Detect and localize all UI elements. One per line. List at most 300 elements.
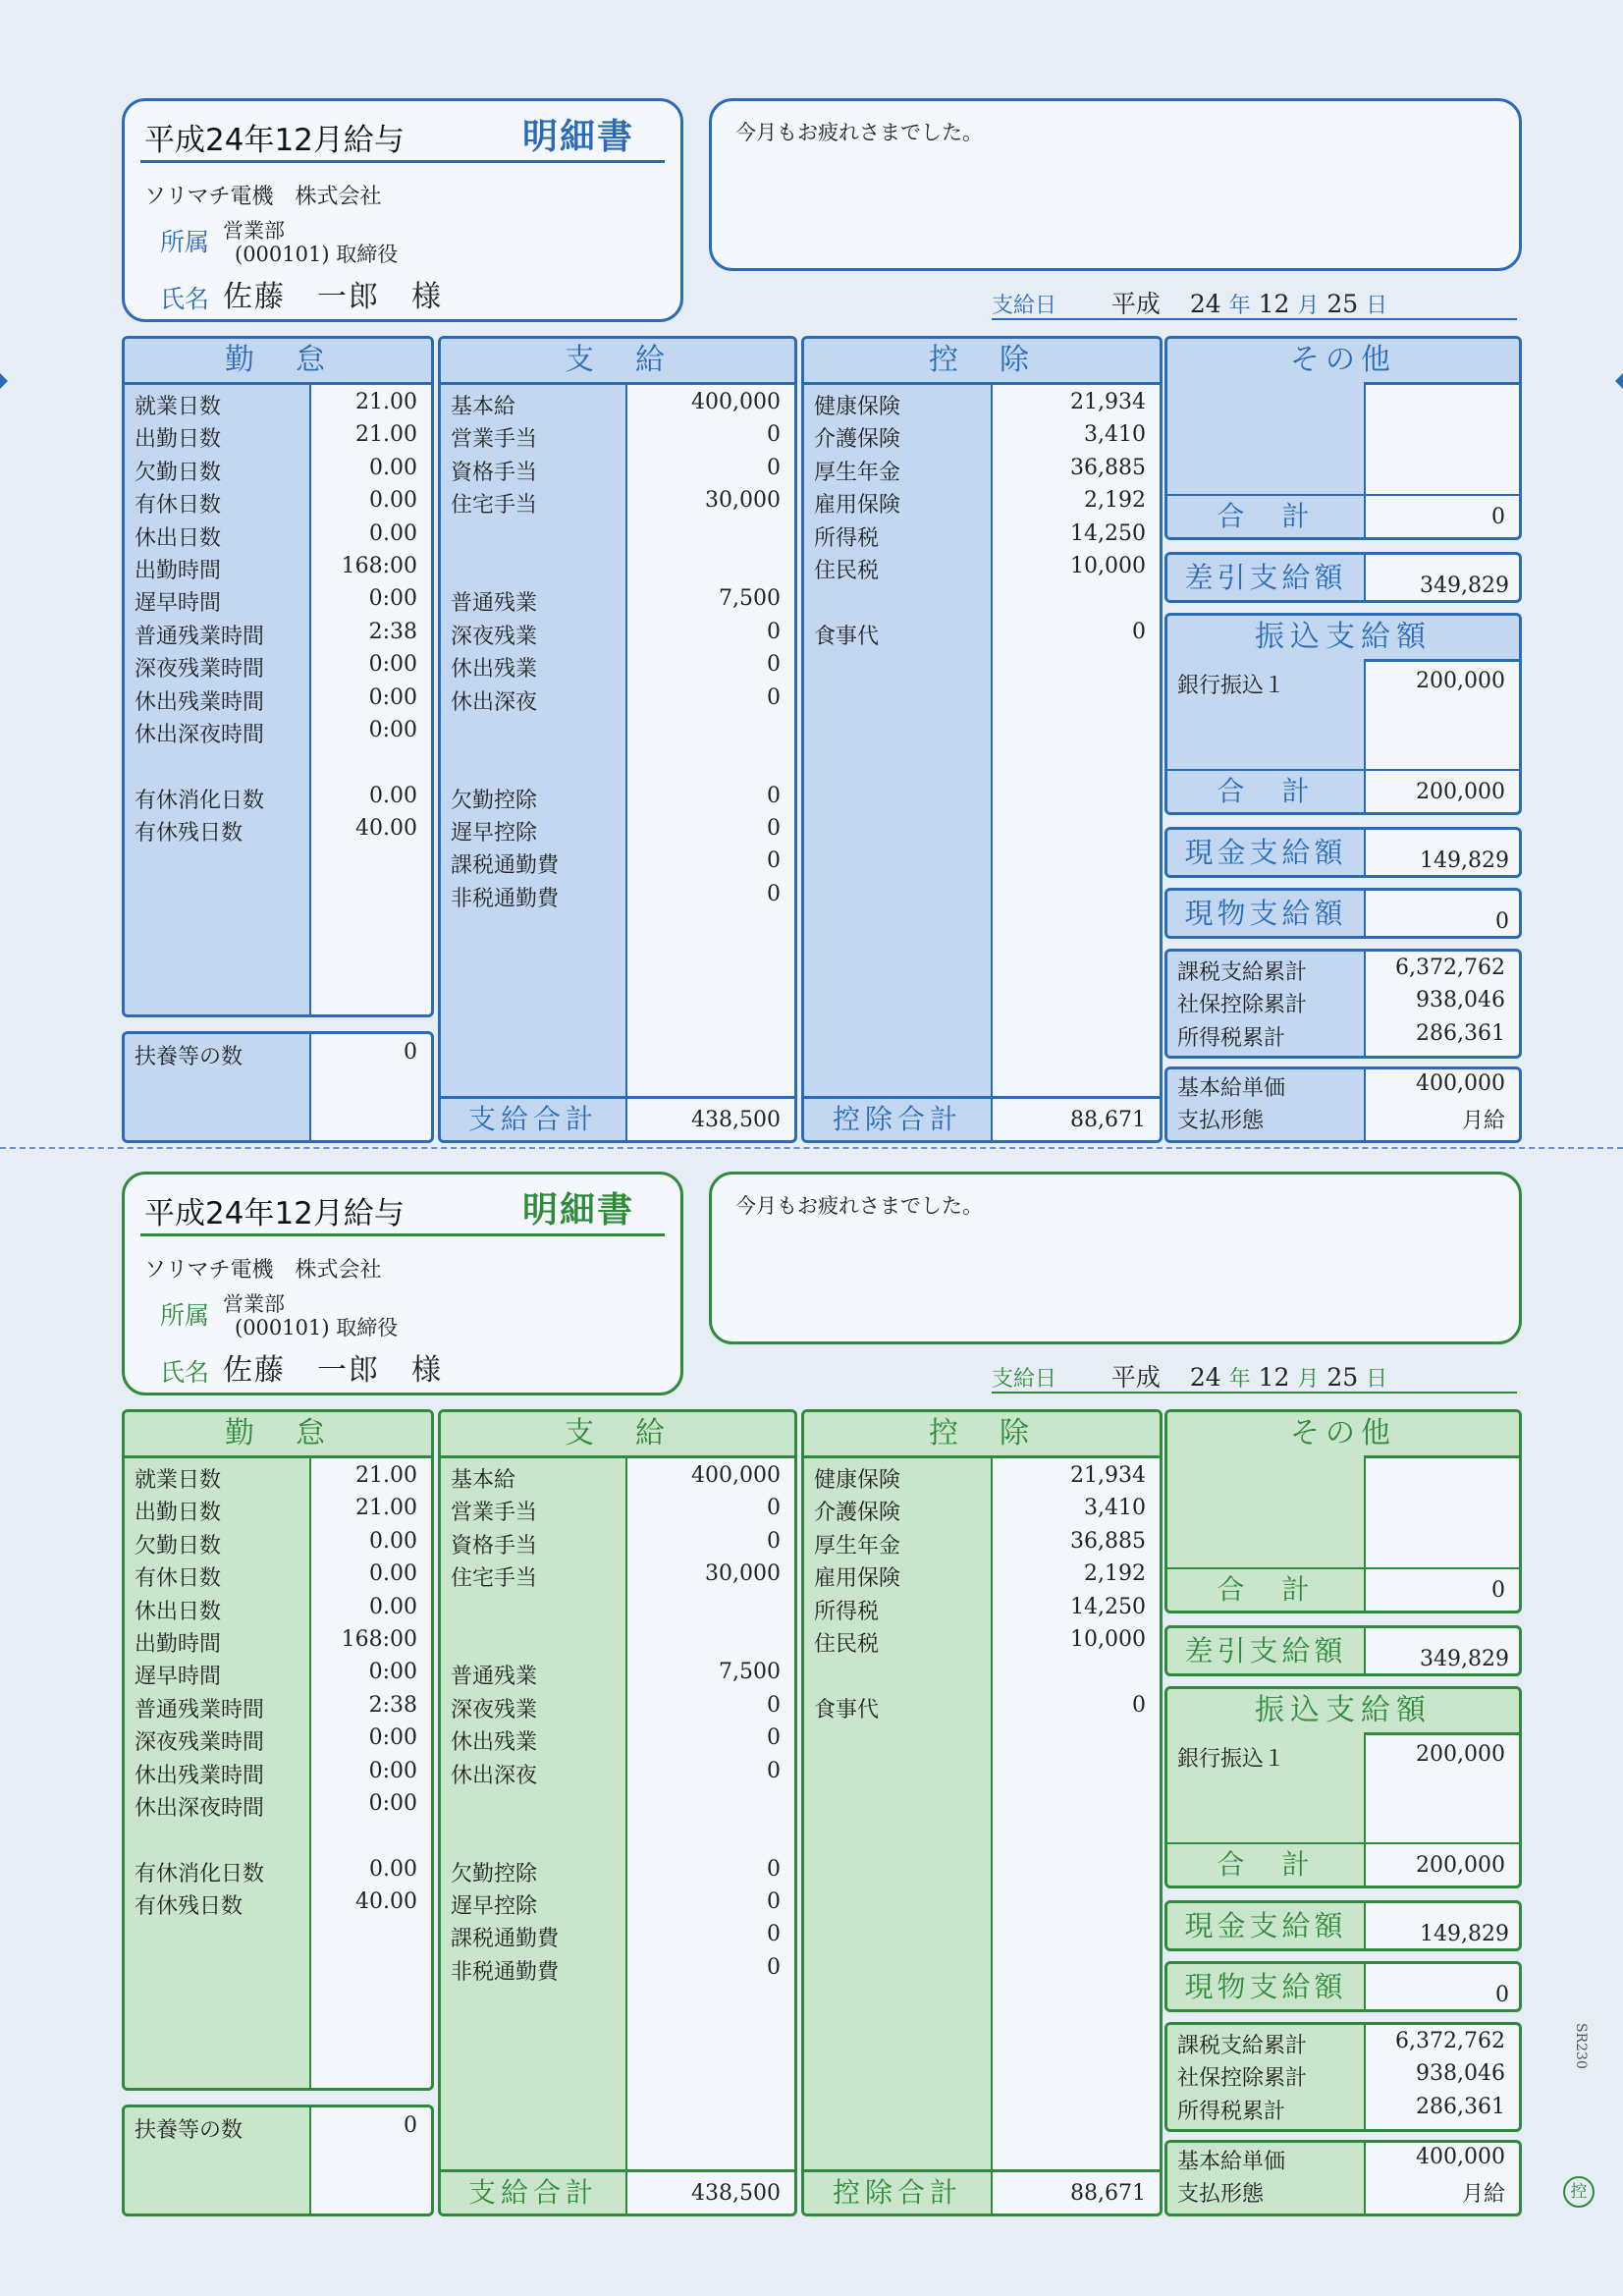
row-value: 2:38 <box>368 619 417 644</box>
row-value: 0.00 <box>369 455 417 480</box>
table-row <box>1167 1071 1519 1104</box>
row-label: 基本給単価 <box>1177 1076 1286 1101</box>
row-value: 21.00 <box>355 1463 417 1488</box>
employee-name: 佐藤 一郎 様 <box>223 280 443 314</box>
row-label: 課税支給累計 <box>1177 960 1308 985</box>
copy-mark: 控 <box>1563 2176 1595 2208</box>
affiliation-label: 所属 <box>160 1301 210 1330</box>
payments-total-row <box>441 1096 794 1140</box>
table-row <box>1167 988 1519 1020</box>
row-label: 雇用保険 <box>814 493 901 519</box>
dependents-panel <box>122 1031 434 1143</box>
row-value: 0:00 <box>368 1790 417 1816</box>
dependents-label: 扶養等の数 <box>135 1045 243 1069</box>
table-row <box>804 1660 1160 1692</box>
table-row <box>441 521 794 554</box>
row-label: 課税通勤費 <box>451 853 560 879</box>
payday-month-unit: 月 <box>1297 294 1320 318</box>
row-label: 所得税 <box>814 525 880 551</box>
row-label: 休出深夜 <box>451 689 538 715</box>
row-value: 2,192 <box>1084 488 1146 514</box>
table-row <box>441 1529 794 1561</box>
row-label: 休出日数 <box>135 1599 222 1624</box>
table-row <box>441 1627 794 1660</box>
row-label: 深夜残業 <box>451 624 538 649</box>
deductions-header: 控 除 <box>804 1412 1160 1458</box>
table-row <box>441 784 794 816</box>
table-row <box>1167 1104 1519 1136</box>
message-text: 今月もお疲れさまでした。 <box>735 121 983 144</box>
row-value: 36,885 <box>1070 1528 1146 1554</box>
table-row <box>441 848 794 881</box>
row-value: 3,410 <box>1084 1496 1146 1521</box>
edge-mark-left <box>0 373 8 389</box>
row-label: 深夜残業 <box>451 1697 538 1722</box>
row-label: 休出残業 <box>451 1730 538 1756</box>
table-row <box>441 1496 794 1528</box>
row-label: 休出日数 <box>135 525 222 551</box>
dependents-value: 0 <box>404 1040 417 1065</box>
table-row <box>441 554 794 586</box>
row-label: 休出残業時間 <box>135 689 265 715</box>
row-value: 7,500 <box>719 586 781 612</box>
table-row <box>125 718 431 750</box>
deductions-total-row <box>804 1096 1160 1140</box>
table-row <box>1167 2061 1519 2094</box>
affiliation-label: 所属 <box>160 228 210 256</box>
transfer-item-label: 銀行振込１ <box>1177 1747 1286 1772</box>
other-header: その他 <box>1167 1412 1519 1458</box>
row-value: 0:00 <box>368 1660 417 1685</box>
row-label: 出勤日数 <box>135 1501 222 1526</box>
table-row <box>441 488 794 520</box>
row-label: 遅早時間 <box>135 1665 222 1690</box>
row-label: 非税通勤費 <box>451 1959 560 1985</box>
cash-pay-value: 149,829 <box>1420 1922 1509 1946</box>
other-total-value: 0 <box>1491 505 1505 529</box>
row-label: 健康保険 <box>814 395 901 419</box>
net-pay-label: 差引支給額 <box>1167 1628 1366 1673</box>
table-row <box>441 816 794 848</box>
row-value: 0 <box>767 1954 781 1980</box>
cash-pay-box <box>1164 827 1522 878</box>
row-value: 0 <box>767 848 781 874</box>
table-row <box>441 1463 794 1496</box>
row-value: 21.00 <box>355 1496 417 1521</box>
row-label: 有休日数 <box>135 1566 222 1592</box>
table-row <box>125 1595 431 1627</box>
header-box <box>122 98 683 322</box>
row-value: 0:00 <box>368 717 417 742</box>
in-kind-label: 現物支給額 <box>1167 891 1366 936</box>
row-value: 10,000 <box>1070 1626 1146 1652</box>
row-value: 36,885 <box>1070 455 1146 480</box>
row-label: 就業日数 <box>135 1468 222 1493</box>
table-row <box>125 1529 431 1561</box>
row-label: 欠勤控除 <box>451 1861 538 1886</box>
payday-era: 平成 <box>1110 1363 1161 1392</box>
payday-label: 支給日 <box>992 1367 1057 1392</box>
table-row <box>125 1889 431 1922</box>
row-label: 営業手当 <box>451 1501 538 1526</box>
row-value: 0 <box>767 816 781 842</box>
other-total-label: 合 計 <box>1217 1573 1315 1606</box>
payday-day-unit: 日 <box>1366 1367 1388 1392</box>
payday-month-unit: 月 <box>1297 1367 1320 1392</box>
row-label: 所得税累計 <box>1177 2099 1286 2124</box>
row-value: 21,934 <box>1070 1463 1146 1488</box>
table-row <box>125 1463 431 1496</box>
base-panel <box>1164 2140 1522 2216</box>
deductions-total-value: 88,671 <box>1070 1108 1146 1132</box>
row-value: 0 <box>767 652 781 678</box>
table-row <box>441 685 794 718</box>
payday-day-unit: 日 <box>1366 294 1388 318</box>
table-row <box>441 422 794 455</box>
slip-title-label: 明細書 <box>522 117 635 157</box>
row-label: 休出残業 <box>451 657 538 683</box>
row-value: 0 <box>767 1758 781 1783</box>
row-value: 40.00 <box>355 1889 417 1915</box>
other-total-row <box>1167 1569 1519 1611</box>
payday-day: 25 <box>1326 290 1359 318</box>
row-label: 有休消化日数 <box>135 788 265 813</box>
row-label: 出勤時間 <box>135 558 222 583</box>
row-label: 遅早時間 <box>135 591 222 617</box>
table-row <box>441 718 794 750</box>
table-row <box>125 784 431 816</box>
row-value: 21.00 <box>355 390 417 414</box>
slip-title-label: 明細書 <box>522 1190 635 1230</box>
row-label: 営業手当 <box>451 427 538 453</box>
table-row <box>441 750 794 783</box>
row-label: 就業日数 <box>135 395 222 419</box>
name-label: 氏名 <box>160 285 210 313</box>
attendance-panel <box>122 336 434 1017</box>
table-row <box>125 456 431 488</box>
table-row <box>441 620 794 652</box>
table-row <box>1167 2177 1519 2210</box>
table-row <box>804 390 1160 422</box>
row-label: 深夜残業時間 <box>135 1730 265 1756</box>
row-label: 課税通勤費 <box>451 1927 560 1952</box>
row-label: 厚生年金 <box>814 460 901 485</box>
row-value: 0 <box>767 783 781 808</box>
table-row <box>125 390 431 422</box>
row-label: 欠勤日数 <box>135 1533 222 1558</box>
deductions-total-row <box>804 2169 1160 2214</box>
net-pay-label: 差引支給額 <box>1167 555 1366 600</box>
edge-mark-right <box>1615 373 1623 389</box>
table-row <box>804 554 1160 586</box>
transfer-item-value: 200,000 <box>1416 1742 1505 1767</box>
row-label: 所得税累計 <box>1177 1025 1286 1051</box>
slip-title: 平成24年12月給与 <box>144 1196 405 1231</box>
row-label: 所得税 <box>814 1599 880 1624</box>
title-underline <box>140 160 665 163</box>
payments-header: 支 給 <box>441 339 794 385</box>
row-label: 厚生年金 <box>814 1533 901 1558</box>
table-row <box>125 1857 431 1889</box>
table-row <box>125 1725 431 1758</box>
net-pay-value: 349,829 <box>1420 574 1509 598</box>
payday-year: 24 <box>1189 1363 1221 1392</box>
row-value: 0:00 <box>368 652 417 678</box>
payslip-copy <box>0 1162 1623 2237</box>
row-value: 21,934 <box>1070 390 1146 414</box>
table-row <box>441 882 794 914</box>
payments-total-value: 438,500 <box>691 2181 781 2206</box>
row-label: 普通残業時間 <box>135 1697 265 1722</box>
row-value: 0.00 <box>369 488 417 514</box>
payday-month: 12 <box>1258 1363 1290 1392</box>
row-value: 30,000 <box>705 1561 781 1587</box>
row-value: 10,000 <box>1070 553 1146 578</box>
table-row <box>804 488 1160 520</box>
row-label: 普通残業時間 <box>135 624 265 649</box>
row-label: 休出深夜時間 <box>135 1795 265 1821</box>
slip-title: 平成24年12月給与 <box>144 123 405 158</box>
other-panel <box>1164 1409 1522 1613</box>
table-row <box>441 456 794 488</box>
row-value: 6,372,762 <box>1395 956 1505 980</box>
row-label: 基本給 <box>451 395 516 419</box>
payments-panel <box>438 336 797 1143</box>
deductions-total-label: 控除合計 <box>804 1099 993 1140</box>
row-value: 0 <box>767 619 781 644</box>
row-value: 0:00 <box>368 684 417 710</box>
payday-year: 24 <box>1189 290 1221 318</box>
deductions-panel <box>801 336 1163 1143</box>
payments-total-value: 438,500 <box>691 1108 781 1132</box>
department: 営業部 <box>223 1292 285 1316</box>
table-row <box>441 1595 794 1627</box>
payday <box>992 285 1517 320</box>
transfer-total-row <box>1167 1842 1519 1886</box>
row-label: 有休日数 <box>135 493 222 519</box>
dependents-value: 0 <box>404 2113 417 2138</box>
cash-pay-value: 149,829 <box>1420 848 1509 873</box>
row-value: 0 <box>767 1856 781 1882</box>
in-kind-value: 0 <box>1495 909 1509 934</box>
deductions-total-label: 控除合計 <box>804 2172 993 2214</box>
department: 営業部 <box>223 219 285 243</box>
table-row <box>804 422 1160 455</box>
cash-pay-box <box>1164 1900 1522 1951</box>
row-label: 出勤時間 <box>135 1631 222 1657</box>
deductions-panel <box>801 1409 1163 2216</box>
row-value: 14,250 <box>1070 520 1146 546</box>
transfer-total-value: 200,000 <box>1416 1853 1505 1878</box>
row-value: 0 <box>767 1692 781 1718</box>
row-label: 食事代 <box>814 624 880 649</box>
table-row <box>804 1627 1160 1660</box>
other-panel <box>1164 336 1522 540</box>
message-box <box>709 1172 1522 1344</box>
payday-month: 12 <box>1258 290 1290 318</box>
row-label: 住宅手当 <box>451 1566 538 1592</box>
row-value: 0 <box>1132 1692 1146 1718</box>
transfer-header: 振込支給額 <box>1167 1689 1519 1735</box>
in-kind-value: 0 <box>1495 1983 1509 2007</box>
row-value: 0.00 <box>369 1594 417 1619</box>
row-value: 0 <box>767 684 781 710</box>
table-row <box>125 1759 431 1791</box>
transfer-header: 振込支給額 <box>1167 616 1519 662</box>
row-value: 0 <box>767 1496 781 1521</box>
payday-label: 支給日 <box>992 294 1057 318</box>
table-row <box>125 1496 431 1528</box>
in-kind-box <box>1164 888 1522 939</box>
table-row <box>125 1660 431 1692</box>
row-value: 7,500 <box>719 1660 781 1685</box>
row-label: 住民税 <box>814 558 880 583</box>
form-code: SR230 <box>1573 2023 1589 2069</box>
message-box <box>709 98 1522 271</box>
table-row <box>804 1529 1160 1561</box>
row-value: 2,192 <box>1084 1561 1146 1587</box>
row-label: 有休消化日数 <box>135 1861 265 1886</box>
row-value: 0 <box>767 1889 781 1915</box>
row-label: 雇用保険 <box>814 1566 901 1592</box>
other-total-row <box>1167 496 1519 537</box>
payments-header: 支 給 <box>441 1412 794 1458</box>
payments-total-label: 支給合計 <box>441 2172 627 2214</box>
row-value: 286,361 <box>1416 1020 1505 1046</box>
table-row <box>125 586 431 619</box>
row-value: 0.00 <box>369 1856 417 1882</box>
row-label: 非税通勤費 <box>451 886 560 911</box>
table-row <box>1167 2029 1519 2061</box>
table-row <box>804 586 1160 619</box>
transfer-panel <box>1164 613 1522 815</box>
row-value: 0.00 <box>369 783 417 808</box>
transfer-item-label: 銀行振込１ <box>1177 674 1286 698</box>
payday <box>992 1358 1517 1394</box>
row-value: 400,000 <box>691 1463 781 1488</box>
cumulative-panel <box>1164 2022 1522 2132</box>
row-value: 3,410 <box>1084 422 1146 448</box>
table-row <box>125 488 431 520</box>
row-value: 2:38 <box>368 1692 417 1718</box>
row-label: 深夜残業時間 <box>135 657 265 683</box>
payday-year-unit: 年 <box>1228 294 1251 318</box>
table-row <box>804 1561 1160 1594</box>
row-label: 遅早控除 <box>451 1894 538 1920</box>
attendance-panel <box>122 1409 434 2091</box>
row-label: 健康保険 <box>814 1468 901 1493</box>
table-row <box>125 554 431 586</box>
row-label: 基本給 <box>451 1468 516 1493</box>
row-value: 0 <box>767 422 781 448</box>
row-value: 6,372,762 <box>1395 2029 1505 2053</box>
table-row <box>125 1627 431 1660</box>
table-row <box>125 1561 431 1594</box>
table-row <box>804 1496 1160 1528</box>
row-label: 社保控除累計 <box>1177 993 1308 1018</box>
table-row <box>441 1922 794 1954</box>
other-total-label: 合 計 <box>1217 500 1315 532</box>
row-label: 休出残業時間 <box>135 1763 265 1788</box>
table-row <box>1167 1021 1519 1054</box>
table-row <box>1167 956 1519 988</box>
table-row <box>804 1693 1160 1725</box>
table-row <box>1167 2145 1519 2177</box>
employee-name: 佐藤 一郎 様 <box>223 1353 443 1388</box>
row-label: 支払形態 <box>1177 2182 1265 2208</box>
table-row <box>441 1693 794 1725</box>
table-row <box>804 1463 1160 1496</box>
table-row <box>441 1955 794 1988</box>
in-kind-box <box>1164 1961 1522 2012</box>
cash-pay-label: 現金支給額 <box>1167 1903 1366 1948</box>
payments-total-row <box>441 2169 794 2214</box>
employee-code-title: (000101) 取締役 <box>235 243 399 266</box>
transfer-total-row <box>1167 769 1519 812</box>
dependents-panel <box>122 2105 434 2216</box>
row-label: 資格手当 <box>451 1533 538 1558</box>
table-row <box>441 1561 794 1594</box>
net-pay-box <box>1164 552 1522 603</box>
employee-code-title: (000101) 取締役 <box>235 1316 399 1339</box>
table-row <box>441 1857 794 1889</box>
table-row <box>441 652 794 684</box>
table-row <box>125 521 431 554</box>
row-value: 14,250 <box>1070 1594 1146 1619</box>
payments-panel <box>438 1409 797 2216</box>
name-label: 氏名 <box>160 1358 210 1387</box>
deductions-header: 控 除 <box>804 339 1160 385</box>
title-underline <box>140 1233 665 1236</box>
row-value: 月給 <box>1461 1109 1505 1134</box>
row-value: 21.00 <box>355 422 417 448</box>
row-value: 0.00 <box>369 1561 417 1587</box>
row-label: 普通残業 <box>451 1665 538 1690</box>
row-label: 普通残業 <box>451 591 538 617</box>
table-row <box>441 586 794 619</box>
company-name: ソリマチ電機 株式会社 <box>144 1258 382 1283</box>
payday-day: 25 <box>1326 1363 1359 1392</box>
row-label: 遅早控除 <box>451 821 538 847</box>
in-kind-label: 現物支給額 <box>1167 1964 1366 2009</box>
row-value: 0.00 <box>369 1528 417 1554</box>
row-label: 欠勤日数 <box>135 460 222 485</box>
table-row <box>1167 2095 1519 2127</box>
cumulative-panel <box>1164 949 1522 1059</box>
attendance-header: 勤 怠 <box>125 1412 431 1458</box>
table-row <box>441 1889 794 1922</box>
transfer-panel <box>1164 1686 1522 1888</box>
row-value: 938,046 <box>1416 2061 1505 2087</box>
net-pay-value: 349,829 <box>1420 1647 1509 1671</box>
row-value: 938,046 <box>1416 988 1505 1013</box>
table-row <box>125 652 431 684</box>
row-label: 有休残日数 <box>135 1894 243 1920</box>
row-label: 住宅手当 <box>451 493 538 519</box>
row-label: 住民税 <box>814 1631 880 1657</box>
row-value: 0 <box>767 1528 781 1554</box>
row-label: 休出深夜時間 <box>135 722 265 747</box>
base-panel <box>1164 1066 1522 1143</box>
row-value: 286,361 <box>1416 2094 1505 2119</box>
table-row <box>441 1791 794 1824</box>
table-row <box>125 422 431 455</box>
row-label: 介護保険 <box>814 427 901 453</box>
table-row <box>125 750 431 783</box>
table-row <box>441 390 794 422</box>
row-label: 社保控除累計 <box>1177 2066 1308 2092</box>
row-label: 休出深夜 <box>451 1763 538 1788</box>
